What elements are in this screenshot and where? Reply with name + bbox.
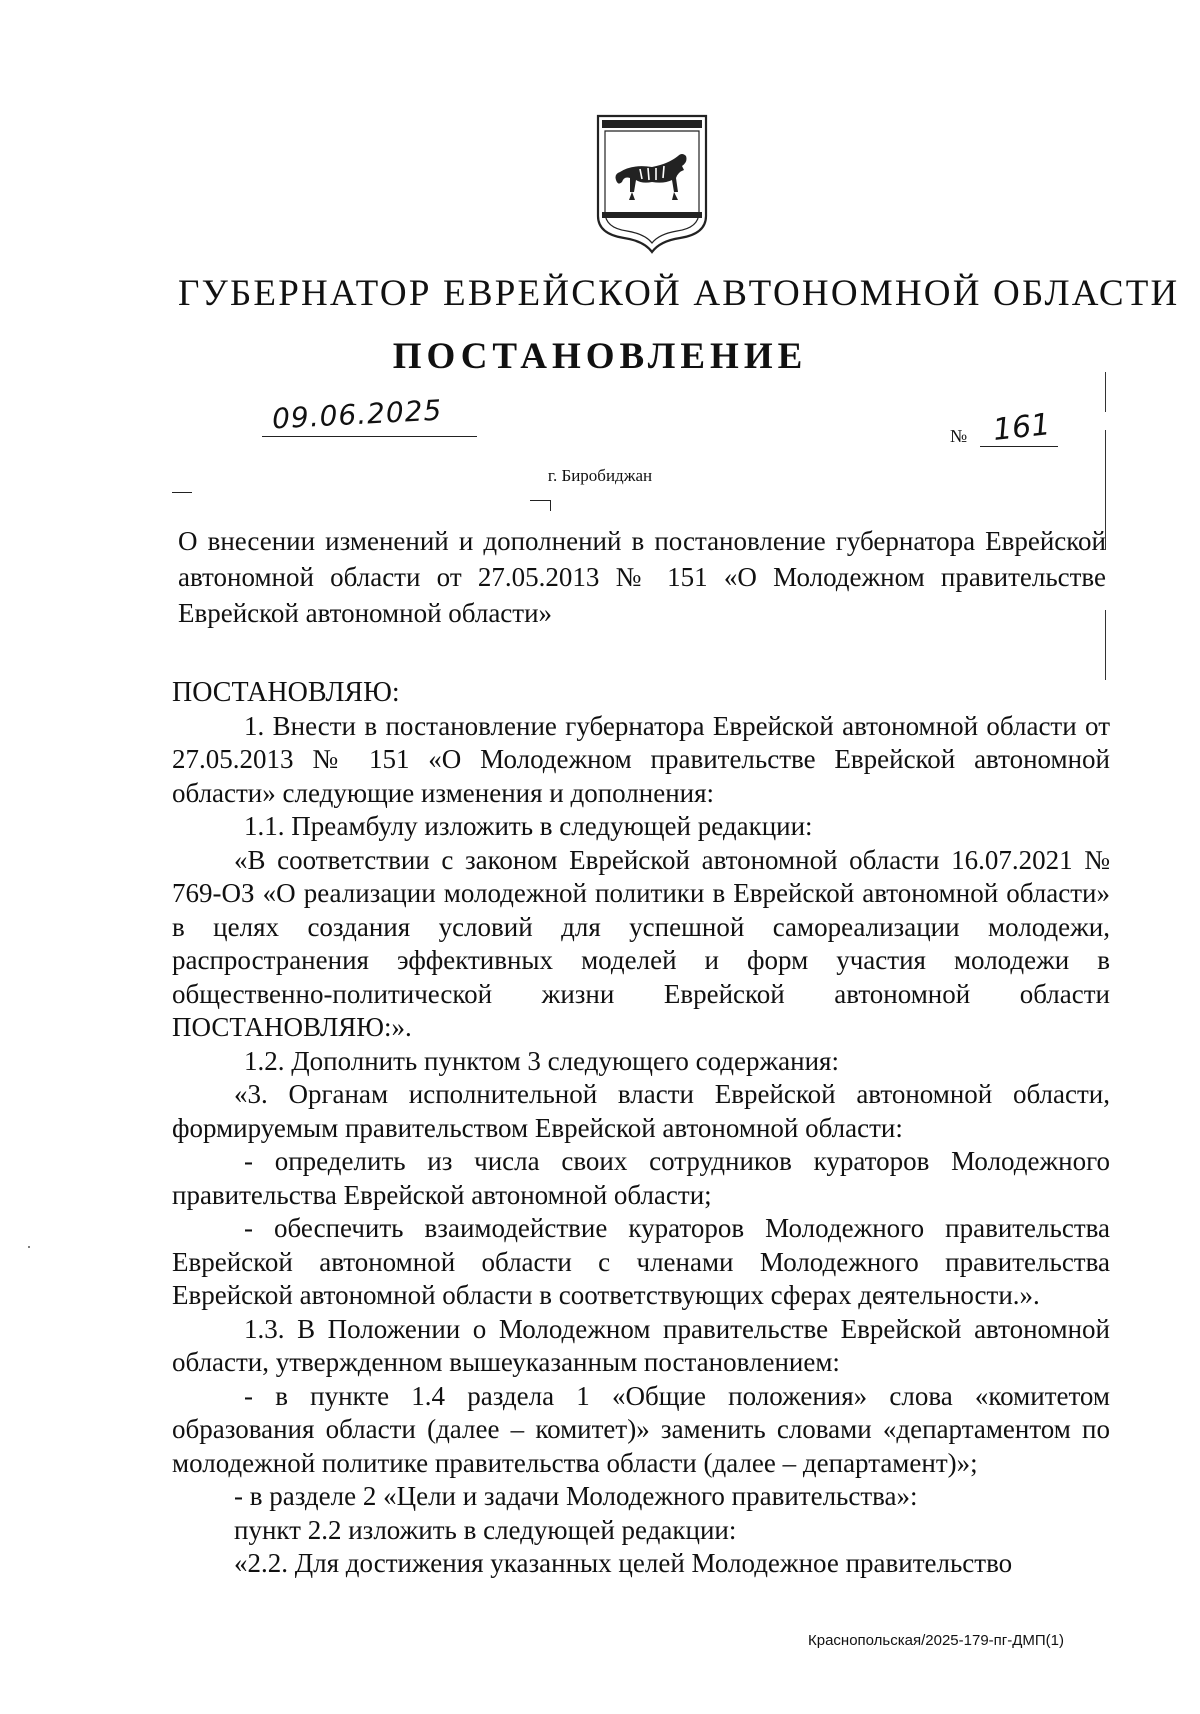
document-type: ПОСТАНОВЛЕНИЕ	[392, 336, 808, 377]
city-name: г. Биробиджан	[547, 466, 653, 485]
paragraph: - в пункте 1.4 раздела 1 «Общие положения» слова «комитетом образования области (далее – комитет)» заменить словами «департаментом по молодежной политике правительства области (далее – департамент)»;	[172, 1380, 1110, 1478]
paragraph: 1.2. Дополнить пунктом 3 следующего содержания:	[244, 1045, 839, 1076]
decree-word: ПОСТАНОВЛЯЮ:	[172, 677, 400, 708]
paragraph: пункт 2.2 изложить в следующей редакции:	[234, 1514, 737, 1545]
paragraph: «В соответствии с законом Еврейской автономной области 16.07.2021 № 769-ОЗ «О реализации молодежной политики в Еврейской автономной области» в целях создания условий для успешной самореализации молодежи, распространения эффективных моделей и форм участия молодежи в общественно-политической жизни Еврейской автономной области ПОСТАНОВЛЯЮ:».	[172, 844, 1110, 1042]
scan-edge-mark	[1105, 430, 1106, 550]
document-heading: О внесении изменений и дополнений в постановление губернатора Еврейской автономной области от 27.05.2013 № 151 «О Молодежном правительстве Еврейской автономной области»	[178, 526, 1106, 628]
paragraph: «3. Органам исполнительной власти Еврейской автономной области, формируемым правительством Еврейской автономной области:	[172, 1079, 1110, 1143]
authority-title: ГУБЕРНАТОР ЕВРЕЙСКОЙ АВТОНОМНОЙ ОБЛАСТИ	[178, 273, 1180, 314]
scan-edge-mark	[1105, 610, 1106, 680]
paragraph: - определить из числа своих сотрудников кураторов Молодежного правительства Еврейской автономной области;	[172, 1146, 1110, 1210]
handwritten-date: 09.06.2025	[271, 393, 444, 436]
title-corner-right	[530, 500, 551, 511]
date-underline	[262, 436, 477, 437]
scan-edge-mark	[1105, 372, 1106, 412]
paragraph: 1.1. Преамбулу изложить в следующей редакции:	[244, 811, 813, 841]
paragraph: - в разделе 2 «Цели и задачи Молодежного правительства»:	[234, 1481, 918, 1511]
coat-of-arms-tiger-icon	[592, 112, 712, 254]
handwritten-number: 161	[991, 407, 1052, 448]
paragraph: 1.3. В Положении о Молодежном правительстве Еврейской автономной области, утвержденном вышеуказанным постановлением:	[172, 1313, 1110, 1377]
number-underline	[980, 446, 1058, 447]
executor-reference: Краснопольская/2025-179-пг-ДМП(1)	[808, 1632, 1065, 1649]
document-body	[172, 676, 1110, 1581]
number-sign: №	[950, 426, 968, 446]
paragraph: «2.2. Для достижения указанных целей Молодежное правительство	[234, 1548, 1013, 1578]
paragraph: - обеспечить взаимодействие кураторов Молодежного правительства Еврейской автономной области с членами Молодежного правительства Еврейской автономной области в соответствующих сферах деятельности.».	[172, 1213, 1110, 1310]
title-corner-left	[172, 492, 192, 503]
scan-speck	[28, 1246, 30, 1248]
paragraph: 1. Внести в постановление губернатора Еврейской автономной области от 27.05.2013 № 151 «О Молодежном правительстве Еврейской автономной области» следующие изменения и дополнения:	[172, 710, 1110, 808]
